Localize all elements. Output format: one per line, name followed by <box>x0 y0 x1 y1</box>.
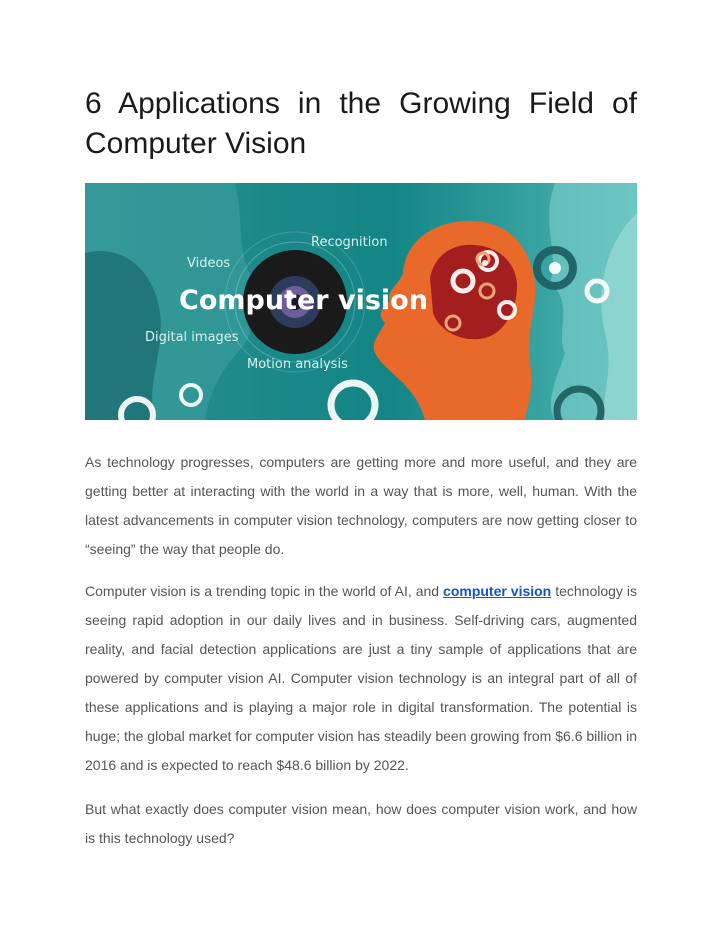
hero-label-recognition: Recognition <box>311 235 388 250</box>
question-paragraph: But what exactly does computer vision mean, how does computer vision work, and how is this technology used? <box>85 801 637 846</box>
hero-illustration <box>85 183 637 420</box>
hero-headline: Computer vision <box>179 285 428 316</box>
hero-label-videos: Videos <box>187 256 231 271</box>
hero-label-motion-analysis: Motion analysis <box>247 357 348 372</box>
computer-vision-link[interactable]: computer vision <box>443 583 552 599</box>
hero-label-digital-images: Digital images <box>145 330 239 345</box>
market-paragraph-rest: technology is seeing rapid adoption in our daily lives and in business. Self-driving cars, augmented reality, and facial detection applications are just a tiny sample of applications that are powered by computer vision AI. Computer vision technology is an integral part of all of these applications and is playing a major role in digital transformation. The potential is huge; the global market for computer vision has steadily been growing from $6.6 billion in 2016 and is expected to reach $48.6 billion by 2022. <box>85 583 637 773</box>
market-paragraph-lead: Computer vision is a trending topic in the world of AI, and <box>85 583 444 599</box>
market-paragraph <box>85 577 637 780</box>
article-title: 6 Applications in the Growing Field of Computer Vision <box>85 87 637 160</box>
intro-paragraph: As technology progresses, computers are getting more and more useful, and they are getting better at interacting with the world in a way that is more, well, human. With the latest advancements in computer vision technology, computers are now getting closer to “seeing” the way that people do. <box>85 454 637 557</box>
brain-area <box>430 245 517 340</box>
